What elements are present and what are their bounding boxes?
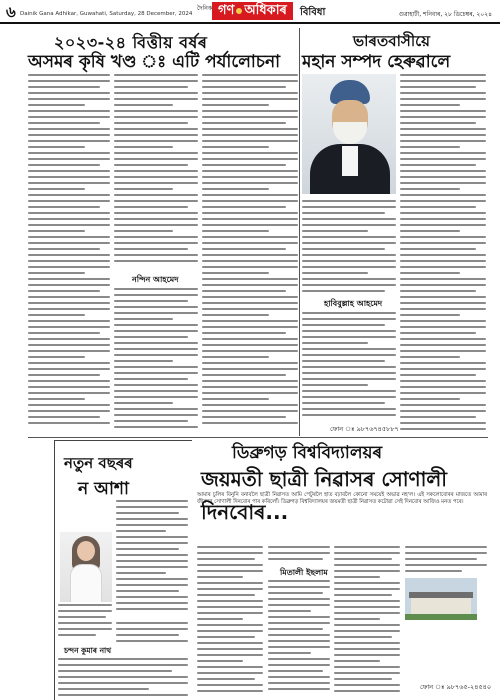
tribute-column-right [400,74,486,436]
tribute-headline-line-1: ভাৰতবাসীয়ে [353,32,430,50]
newyear-column-left [58,604,112,642]
tribute-column-left-bottom [302,312,396,420]
agri-column-1 [28,74,110,434]
tribute-headline-line-2: মহান সম্পদ হেৰুৱালে [302,52,451,72]
agri-author: নন্দিন আহমেদ [132,275,179,284]
tribute-contact: ফোন ঃ ৯৮৭৬৭৪৫৮৮৭ [330,425,399,433]
newyear-column-right [116,500,188,618]
dibrugarh-headline-line-2: জয়মতী ছাত্ৰী নিৱাসৰ সোণালী দিনবোৰ... [201,467,448,524]
newyear-headline-line-2: ন আশা [78,479,129,499]
newyear-column-right-2 [116,622,188,644]
tribute-author: হাবিবুল্লাহ আহমেদ [324,299,383,308]
newyear-photo [60,532,112,602]
tribute-photo [302,74,396,194]
agri-column-2-bottom [114,288,198,434]
newyear-headline-line-1: নতুন বছৰৰ [64,454,133,472]
column-divider [299,28,300,436]
paper-logo [212,2,293,20]
dibrugarh-column-4-top [405,546,487,576]
agri-headline-line-2: অসমৰ কৃষি খণ্ড ঃ এটি পৰ্যালোচনা [28,52,281,72]
issue-date: গুৱাহাটী, শনিবাৰ, ২৮ ডিচেম্বৰ, ২০২৪ [398,11,492,18]
paper-name-part-b: অধিকাৰ [244,3,287,18]
agri-column-2-top [114,74,198,270]
dibrugarh-author: মিতালী ইছলাম [280,568,328,577]
page-number: ৬ [6,3,16,21]
masthead [0,0,500,24]
tribute-column-left-top [302,200,396,296]
section-divider [28,437,488,438]
newyear-column-bottom [58,658,188,700]
agri-column-3 [202,74,298,434]
dibrugarh-contact: ফোন ঃ ৯৮৭৬৫-২৪৫৪০ [420,683,492,691]
paper-name-part-a: গণ [218,3,235,18]
dibrugarh-column-1 [197,546,263,696]
university-building-photo [405,578,477,620]
paper-prefix: দৈনিক [197,5,213,12]
section-title: বিবিধা [300,7,326,18]
dibrugarh-headline-line-1: ডিব্ৰুগড় বিশ্ববিদ্যালয়ৰ [232,443,383,463]
dibrugarh-column-2-top [268,546,330,566]
newyear-author: চন্দন কুমাৰ নাথ [64,646,112,655]
dibrugarh-summary: আমাৰ চুলিৰ বিনুনি বনাবলৈ ছাত্ৰী নিৱাসত আমি পেটুৰলৈ হাত বঢ়াবলৈ কোনো সময়েই অভাৱ নহ'ল। এই সকলোবোৰৰ মাজতে আমাৰ জীৱনৰ সোণালী দিনবোৰ পাৰ কৰিলোঁ। ডিব্ৰুগড় বিশ্ববিদ্যালয়ৰ জয়মতী ছাত্ৰী নিৱাসত কটোৱা সেই দিনবোৰ আজিও মনত পৰে। [197,492,487,505]
dibrugarh-column-3 [334,546,400,696]
agri-headline-line-1: ২০২৩-২৪ বিত্তীয় বৰ্ষৰ [54,33,208,52]
dibrugarh-column-2 [268,580,330,696]
edition-line: Dainik Gana Adhikar, Guwahati, Saturday, 28 December, 2024 [20,11,193,17]
logo-dot-icon [236,8,242,14]
